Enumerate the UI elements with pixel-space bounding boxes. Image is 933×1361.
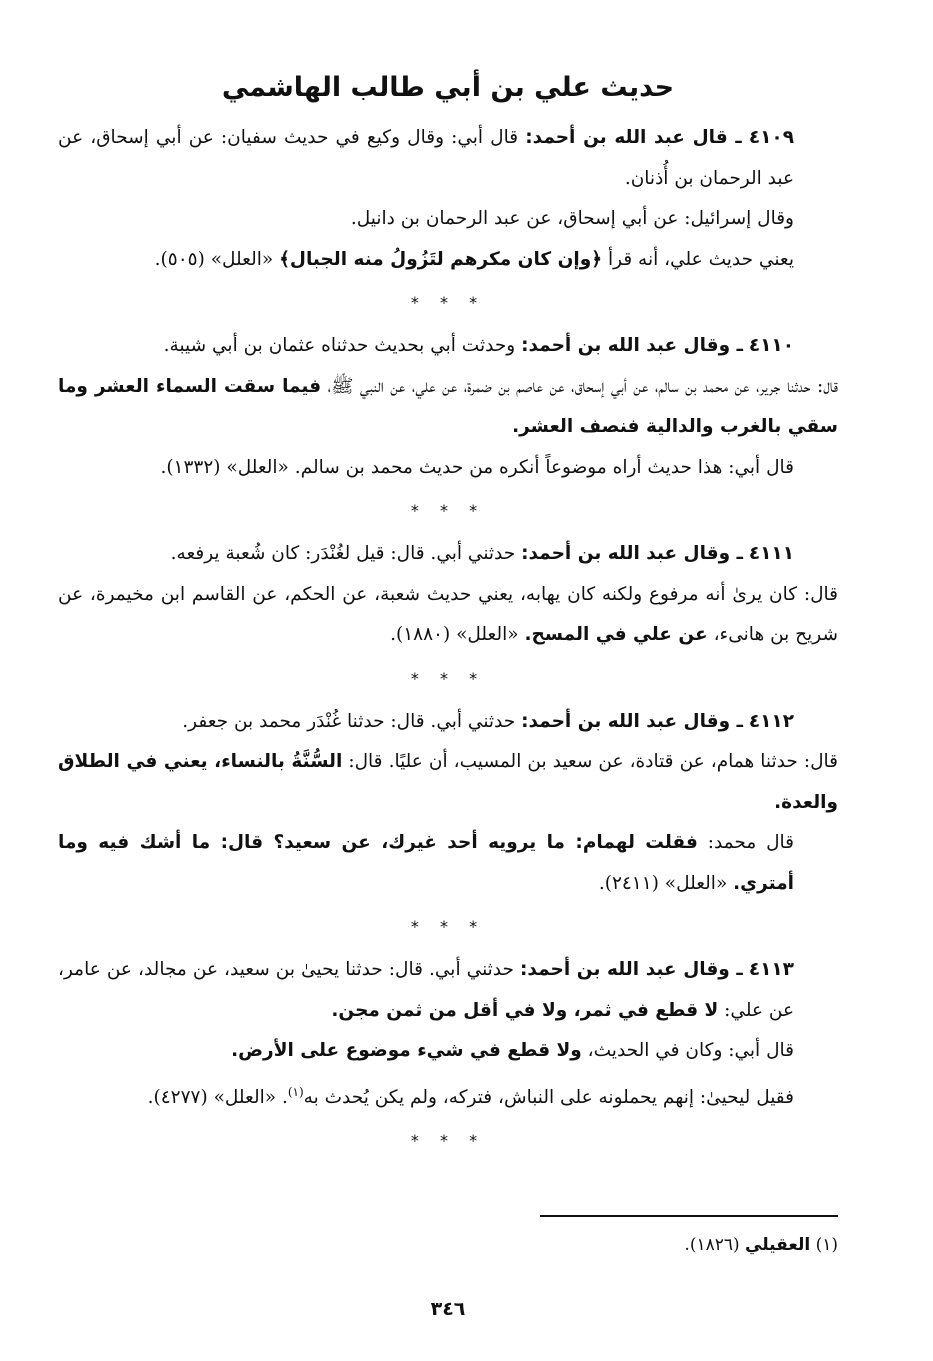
section-separator: * * * xyxy=(410,293,486,312)
entry-number: ٤١١١ xyxy=(748,543,794,564)
entry-4110 xyxy=(58,326,838,488)
entry-lead: ـ قال عبد الله بن أحمد: xyxy=(525,127,742,148)
entry-paragraph xyxy=(58,326,838,367)
entry-paragraph xyxy=(58,742,838,823)
entry-paragraph xyxy=(58,575,838,656)
entry-paragraph xyxy=(58,1072,838,1119)
entry-text: حدثني أبي. قال: حدثنا غُنْدَر محمد بن جعفر. xyxy=(182,710,516,732)
citation: «العلل» (١٨٨٠). xyxy=(390,624,519,645)
hadith-text: فيما سقت السماء العشر وما سقي بالغرب والدالية فنصف العشر. xyxy=(58,375,838,437)
hadith-text: السُّنَّةُ بالنساء، يعني في الطلاق والعدة. xyxy=(58,751,838,813)
entry-text: قال: حدثنا جرير، عن محمد بن سالم، عن أبي إسحاق، عن عاصم بن ضمرة، عن علي، عن النبي ﷺ، xyxy=(327,375,838,397)
entry-paragraph xyxy=(58,240,838,281)
footnote-ref: (١٨٢٦). xyxy=(684,1235,740,1255)
quran-quote: ﴿وإن كان مكرهم لتَزُولُ منه الجبال﴾ xyxy=(279,248,603,270)
entry-paragraph xyxy=(58,367,838,448)
entry-text: قال محمد: xyxy=(707,832,794,853)
section-separator: * * * xyxy=(410,501,486,520)
entry-paragraph: قال أبي: هذا حديث أراه موضوعاً أنكره من حديث محمد بن سالم. «العلل» (١٣٣٢). xyxy=(160,456,794,478)
entry-text: وحدثت أبي بحديث حدثناه عثمان بن أبي شيبة. xyxy=(163,335,516,356)
entry-number: ٤١١٣ xyxy=(748,959,794,980)
entry-paragraph xyxy=(58,950,838,1031)
entry-paragraph xyxy=(58,823,838,904)
entry-text: قال: حدثنا همام، عن قتادة، عن سعيد بن المسيب، أن عليًا. قال: xyxy=(348,751,838,772)
hadith-text: ولا قطع في شيء موضوع على الأرض. xyxy=(231,1040,582,1061)
entry-lead: ـ وقال عبد الله بن أحمد: xyxy=(521,543,743,564)
entry-number: ٤١١٠ xyxy=(748,335,794,356)
footnote-divider xyxy=(540,1215,838,1217)
chapter-title: حديث علي بن أبي طالب الهاشمي xyxy=(221,72,675,103)
page xyxy=(58,68,838,1338)
citation: . «العلل» (٤٢٧٧). xyxy=(147,1086,288,1108)
footnote-reference[interactable]: (١) xyxy=(287,1084,304,1099)
entry-4113 xyxy=(58,950,838,1118)
entry-text: حدثني أبي. قال: قيل لغُنْدَر: كان شُعبة يرفعه. xyxy=(170,543,516,564)
entry-text: قال أبي: وكان في الحديث، xyxy=(587,1040,794,1061)
entry-text: قال: كان يرىٰ أنه مرفوع ولكنه كان يهابه، يعني حديث شعبة، عن الحكم، عن القاسم ابن مخيمرة، عن شريح بن هانىء، xyxy=(58,583,838,645)
entry-lead: ـ وقال عبد الله بن أحمد: xyxy=(521,335,743,356)
hadith-text: لا قطع في ثمر، ولا في أقل من ثمن مجن. xyxy=(331,999,719,1021)
hadith-text: عن علي في المسح. xyxy=(524,624,708,645)
entry-paragraph xyxy=(58,534,838,575)
section-separator: * * * xyxy=(410,1131,486,1151)
entry-4112 xyxy=(58,702,838,905)
entry-lead: ـ وقال عبد الله بن أحمد: xyxy=(520,959,743,980)
footnote xyxy=(684,1230,838,1260)
citation: «العلل» (٢٤١١). xyxy=(598,872,728,894)
entry-text: فقيل ليحيىٰ: إنهم يحملونه على النباش، فتركه، ولم يكن يُحدث به xyxy=(303,1086,794,1108)
entry-number: ٤١٠٩ xyxy=(748,127,795,148)
entry-paragraph: وقال إسرائيل: عن أبي إسحاق، عن عبد الرحمان بن دانيل. xyxy=(350,208,794,229)
entry-lead: ـ وقال عبد الله بن أحمد: xyxy=(521,710,743,732)
entry-text: حدثني أبي. قال: حدثنا يحيىٰ بن سعيد، عن مجالد، عن عامر، عن علي: xyxy=(58,959,794,1021)
citation: «العلل» (٥٠٥). xyxy=(154,248,274,270)
section-separator: * * * xyxy=(410,668,486,688)
footnote-source: العقيلي xyxy=(745,1235,811,1255)
entry-paragraph xyxy=(58,1031,838,1072)
entry-text: قال أبي: وقال وكيع في حديث سفيان: عن أبي إسحاق، عن عبد الرحمان بن أُذنان. xyxy=(58,127,794,189)
hadith-text: فقلت لهمام: ما يرويه أحد غيرك، عن سعيد؟ قال: ما أشك فيه وما أمتري. xyxy=(58,832,794,894)
section-separator: * * * xyxy=(410,917,486,936)
entry-paragraph xyxy=(58,702,838,743)
entry-paragraph xyxy=(58,118,838,199)
footnote-marker: (١) xyxy=(815,1235,838,1255)
entry-4109 xyxy=(58,118,838,280)
entry-text: يعني حديث علي، أنه قرأ xyxy=(607,248,794,270)
entry-number: ٤١١٢ xyxy=(748,710,794,732)
entry-4111 xyxy=(58,534,838,656)
page-number: ٣٤٦ xyxy=(430,1298,466,1320)
